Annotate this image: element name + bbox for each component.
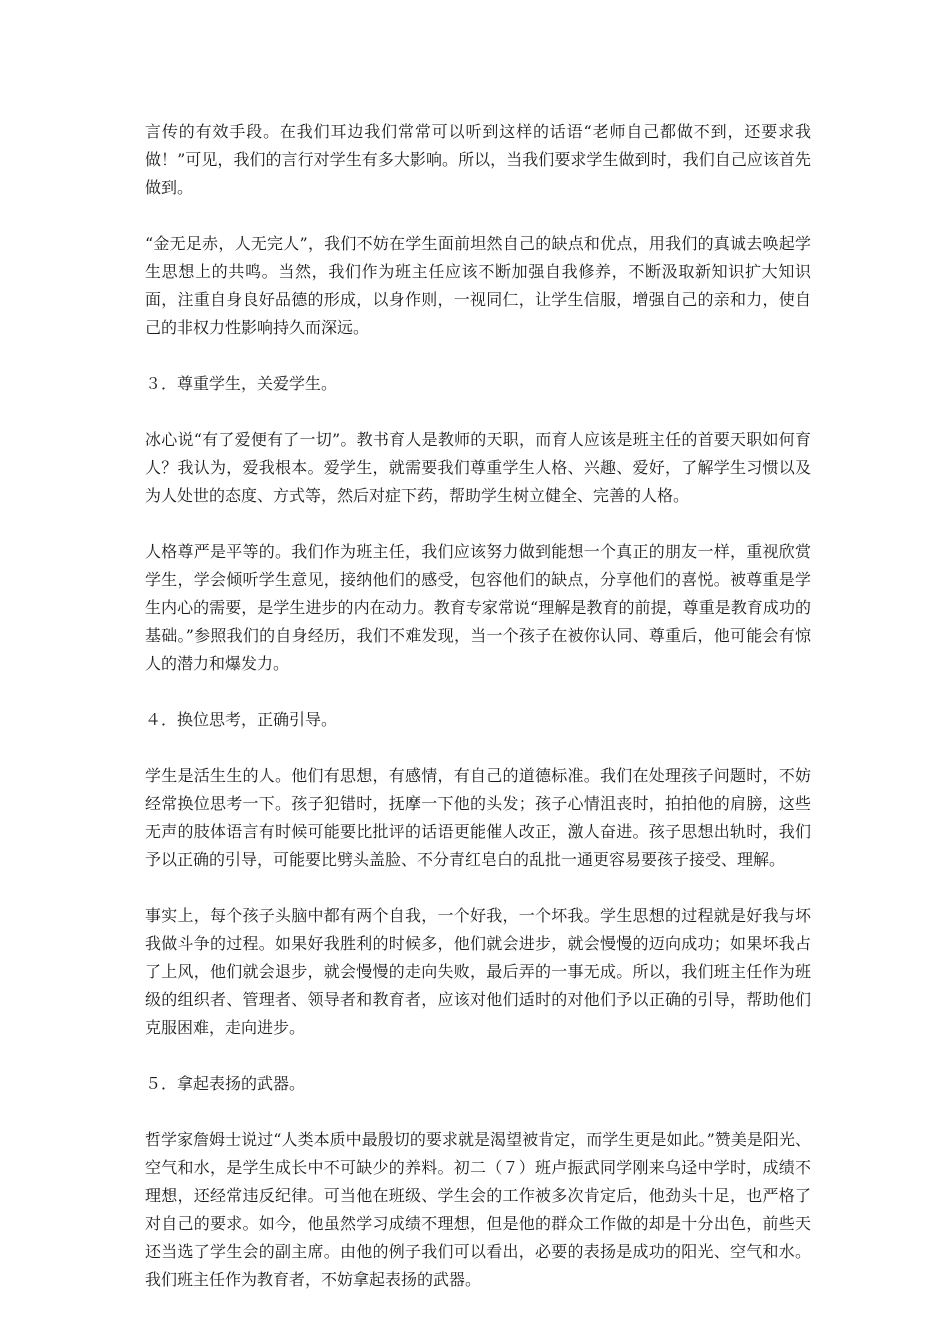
section-heading-5: ５．拿起表扬的武器。 [145,1074,306,1093]
paragraph-7: 哲学家詹姆士说过“人类本质中最殷切的要求就是渴望被肯定，而学生更是如此。”赞美是阳光、空气和水，是学生成长中不可缺少的养料。初二（７）班卢振武同学刚来乌迳中学时，成绩不理想，还经常违反纪律。可当他在班级、学生会的工作被多次肯定后，他劲头十足，也严格了对自己的要求。如今，他虽然学习成绩不理想，但是他的群众工作做的却是十分出色，前些天还当选了学生会的副主席。由他的例子我们可以看出，必要的表扬是成功的阳光、空气和水。我们班主任作为教育者，不妨拿起表扬的武器。 [145,1130,811,1289]
section-heading-3: ３．尊重学生，关爱学生。 [145,374,338,393]
paragraph-4: 人格尊严是平等的。我们作为班主任，我们应该努力做到能想一个真正的朋友一样，重视欣赏学生，学会倾听学生意见，接纳他们的感受，包容他们的缺点，分享他们的喜悦。被尊重是学生内心的需要，是学生进步的内在动力。教育专家常说“理解是教育的前提，尊重是教育成功的基础。”参照我们的自身经历，我们不难发现，当一个孩子在被你认同、尊重后，他可能会有惊人的潜力和爆发力。 [145,542,811,673]
paragraph-1: 言传的有效手段。在我们耳边我们常常可以听到这样的话语“老师自己都做不到，还要求我做！”可见，我们的言行对学生有多大影响。所以，当我们要求学生做到时，我们自己应该首先做到。 [145,122,811,197]
document-page [145,118,811,1322]
paragraph-2: “金无足赤，人无完人”，我们不妨在学生面前坦然自己的缺点和优点，用我们的真诚去唤起学生思想上的共鸣。当然，我们作为班主任应该不断加强自我修养，不断汲取新知识扩大知识面，注重自身良好品德的形成，以身作则，一视同仁，让学生信服，增强自己的亲和力，使自己的非权力性影响持久而深远。 [145,234,811,337]
paragraph-5: 学生是活生生的人。他们有思想，有感情，有自己的道德标准。我们在处理孩子问题时，不妨经常换位思考一下。孩子犯错时，抚摩一下他的头发；孩子心情沮丧时，拍拍他的肩膀，这些无声的肢体语言有时候可能要比批评的话语更能催人改正，激人奋进。孩子思想出轨时，我们予以正确的引导，可能要比劈头盖脸、不分青红皂白的乱批一通更容易要孩子接受、理解。 [145,766,811,869]
section-heading-4: ４．换位思考，正确引导。 [145,710,338,729]
paragraph-3: 冰心说“有了爱便有了一切”。教书育人是教师的天职，而育人应该是班主任的首要天职如何育人？我认为，爱我根本。爱学生，就需要我们尊重学生人格、兴趣、爱好，了解学生习惯以及为人处世的态度、方式等，然后对症下药，帮助学生树立健全、完善的人格。 [145,430,811,505]
paragraph-6: 事实上，每个孩子头脑中都有两个自我，一个好我，一个坏我。学生思想的过程就是好我与坏我做斗争的过程。如果好我胜利的时候多，他们就会进步，就会慢慢的迈向成功；如果坏我占了上风，他们就会退步，就会慢慢的走向失败，最后弄的一事无成。所以，我们班主任作为班级的组织者、管理者、领导者和教育者，应该对他们适时的对他们予以正确的引导，帮助他们克服困难，走向进步。 [145,906,811,1037]
